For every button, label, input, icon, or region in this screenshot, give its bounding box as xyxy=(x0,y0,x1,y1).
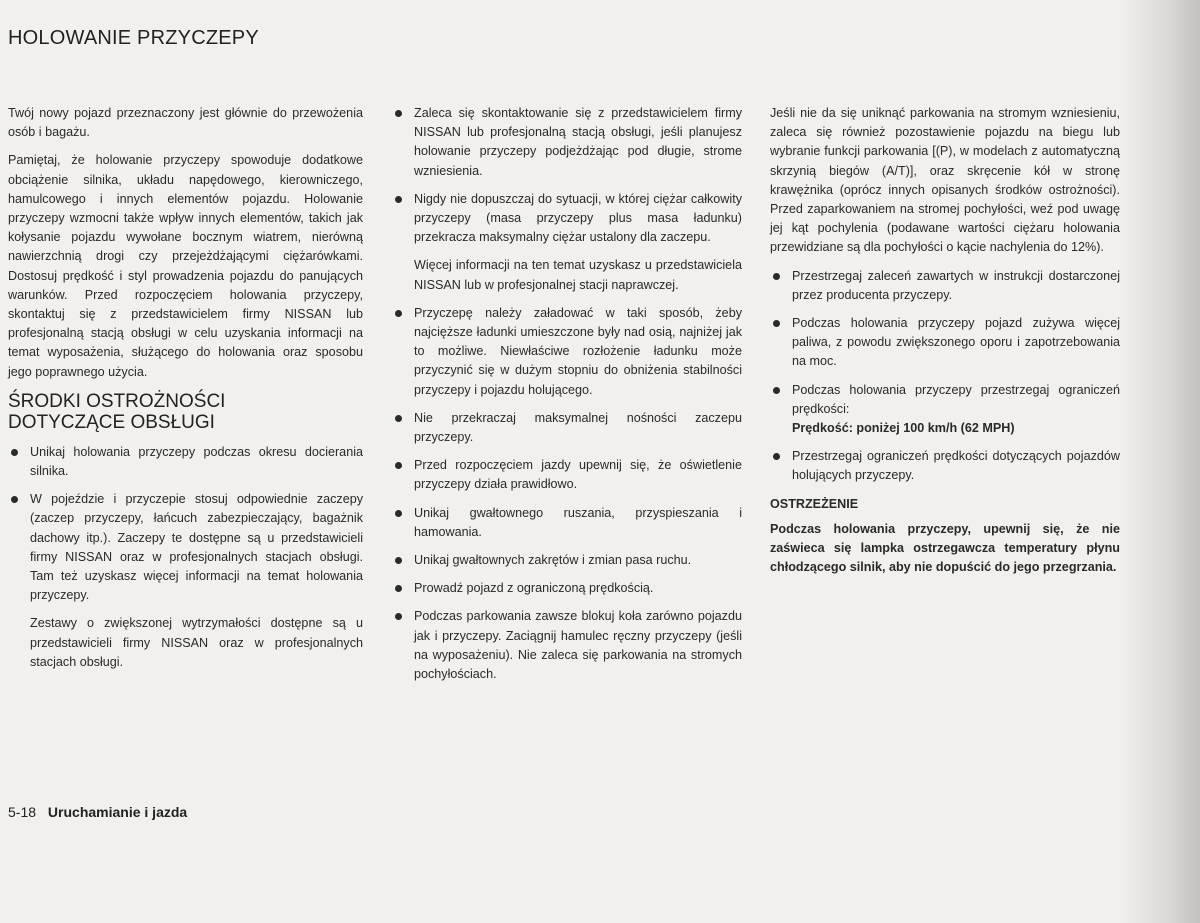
section-heading xyxy=(8,391,363,433)
list-item xyxy=(770,447,1120,485)
speed-limit: Prędkość: poniżej 100 km/h (62 MPH) xyxy=(792,421,1015,436)
paragraph: Twój nowy pojazd przeznaczony jest głównie do przewożenia osób i bagażu. xyxy=(8,106,363,140)
list-item-text: Unikaj gwałtownego ruszania, przyspieszania i hamowania. xyxy=(414,505,742,539)
list-item-text: Nigdy nie dopuszczaj do sytuacji, w której ciężar całkowity przyczepy (masa przyczepy plus masa ładunku) przekracza maksymalny ciężar ustalony dla zaczepu. xyxy=(414,191,742,245)
paragraph: Jeśli nie da się uniknąć parkowania na stromym wzniesieniu, zaleca się również pozostawienie pojazdu na biegu lub wybranie funkcji parkowania [(P), w modelach z automatyczną skrzynią biegów (A/T)], oraz skręcenie kół w stronę krawężnika (oprócz innych opisanych środków ostrożności). Przed zaparkowaniem na stromej pochyłości, weź pod uwagę jej kąt pochylenia (podawane wartości ciężaru holowania przewidziane są dla pochyłości o kącie nachylenia do 12%). xyxy=(770,106,1120,255)
list-item-text: Zaleca się skontaktowanie się z przedstawicielem firmy NISSAN lub profesjonalną stacją obsługi, jeśli planujesz holowanie przyczepy podjeżdżając pod długie, strome wzniesienia. xyxy=(414,106,742,178)
list-item xyxy=(8,490,363,605)
list-item-text: W pojeździe i przyczepie stosuj odpowiednie zaczepy (zaczep przyczepy, łańcuch zabezpieczający, bagażnik dachowy itp.). Zaczepy te dostępne są u przedstawicieli firmy NISSAN oraz w profesjonalnych stacjach obsługi. Tam też uzyskasz więcej informacji na temat holowania przyczepy. xyxy=(30,492,363,603)
paragraph: Pamiętaj, że holowanie przyczepy spowoduje dodatkowe obciążenie silnika, układu napędowego, kierowniczego, hamulcowego i innych elementów pojazdu. Holowanie przyczepy wzmocni także wpływ innych elementów, takich jak kołysanie pojazdu wywołane bocznym wiatrem, nierówną nawierzchnią drogi czy przejeżdżającymi ciężarówkami. Dostosuj prędkość i styl prowadzenia pojazdu do panujących warunków. Przed rozpoczęciem holowania przyczepy, skontaktuj się z przedstawicielem firmy NISSAN lub profesjonalną stacją obsługi w celu uzyskania informacji na temat wyposażenia, służącego do holowania oraz sposobu jego poprawnego użycia. xyxy=(8,153,363,379)
bullet-icon xyxy=(395,510,402,517)
bullet-icon xyxy=(395,196,402,203)
section-heading-line: DOTYCZĄCE OBSŁUGI xyxy=(8,411,215,433)
list-item xyxy=(392,409,742,447)
column-3 xyxy=(770,104,1120,577)
list-item xyxy=(392,190,742,248)
bullet-icon xyxy=(395,415,402,422)
list-item-text: Unikaj gwałtownych zakrętów i zmian pasa ruchu. xyxy=(414,553,692,568)
bullet-icon xyxy=(11,496,18,503)
warning-title: OSTRZEŻENIE xyxy=(770,496,859,511)
list-item xyxy=(770,314,1120,372)
list-item xyxy=(392,456,742,494)
list-item-text: Podczas parkowania zawsze blokuj koła zarówno pojazdu jak i przyczepy. Zaciągnij hamulec ręczny przyczepy (jeśli na wyposażeniu). Nie zaleca się parkowania na stromych pochyłościach. xyxy=(414,609,742,682)
list-item-text: Podczas holowania przyczepy pojazd zużywa więcej paliwa, z powodu zwiększonego oporu i zapotrzebowania na moc. xyxy=(792,316,1120,369)
bullet-icon xyxy=(395,585,402,592)
page-title: HOLOWANIE PRZYCZEPY xyxy=(8,27,259,49)
bullet-icon xyxy=(773,387,780,394)
bullet-icon xyxy=(395,613,402,620)
bullet-list xyxy=(392,104,742,247)
bullet-list xyxy=(770,267,1120,486)
bullet-list xyxy=(8,443,363,606)
column-2 xyxy=(392,104,742,693)
list-item xyxy=(392,551,742,570)
bullet-icon xyxy=(773,273,780,280)
list-item xyxy=(770,381,1120,439)
footer-section-title: Uruchamianie i jazda xyxy=(47,804,188,820)
list-item-text: Nie przekraczaj maksymalnej nośności zaczepu przyczepy. xyxy=(414,410,742,445)
column-1 xyxy=(8,104,363,681)
list-item-text: Prowadź pojazd z ograniczoną prędkością. xyxy=(414,581,654,596)
page-edge-shadow xyxy=(1120,0,1200,923)
list-item-text: Przyczepę należy załadować w taki sposób, żeby najcięższe ładunki umieszczone były nad osią, najniżej jak to możliwe. Niewłaściwe rozłożenie ładunku może przyczynić się w dużym stopniu do obniżenia stabilności przyczepy i pojazdu holującego. xyxy=(414,305,742,397)
bullet-icon xyxy=(395,557,402,564)
list-item-text: Unikaj holowania przyczepy podczas okresu docierania silnika. xyxy=(30,444,363,479)
bullet-icon xyxy=(773,453,780,460)
list-item-text: Podczas holowania przyczepy przestrzegaj ograniczeń prędkości: xyxy=(792,382,1120,416)
list-item xyxy=(770,267,1120,305)
list-item xyxy=(392,104,742,181)
paragraph: Zestawy o zwiększonej wytrzymałości dostępne są u przedstawicieli firmy NISSAN oraz w profesjonalnych stacjach obsługi. xyxy=(30,616,363,669)
list-item xyxy=(8,443,363,481)
page-footer xyxy=(8,804,187,820)
bullet-icon xyxy=(395,110,402,117)
list-item xyxy=(392,504,742,542)
list-item xyxy=(392,304,742,400)
bullet-list xyxy=(392,304,742,684)
bullet-icon xyxy=(395,462,402,469)
list-item-text: Przed rozpoczęciem jazdy upewnij się, że oświetlenie przyczepy działa prawidłowo. xyxy=(414,458,742,492)
list-item-text: Przestrzegaj ograniczeń prędkości dotyczących pojazdów holujących przyczepy. xyxy=(792,449,1120,483)
bullet-icon xyxy=(11,449,18,456)
paragraph: Więcej informacji na ten temat uzyskasz u przedstawiciela NISSAN lub w profesjonalnej stacji naprawczej. xyxy=(414,258,742,292)
bullet-icon xyxy=(395,310,402,317)
list-item xyxy=(392,579,742,598)
page-number: 5-18 xyxy=(8,804,37,820)
bullet-icon xyxy=(773,320,780,327)
list-item xyxy=(392,607,742,684)
warning-text: Podczas holowania przyczepy, upewnij się, że nie zaświeca się lampka ostrzegawcza temperatury płynu chłodzącego silnik, aby nie dopuścić do jego przegrzania. xyxy=(770,521,1120,575)
list-item-text: Przestrzegaj zaleceń zawartych w instrukcji dostarczonej przez producenta przyczepy. xyxy=(792,268,1120,302)
section-heading-line: ŚRODKI OSTROŻNOŚCI xyxy=(8,390,226,412)
